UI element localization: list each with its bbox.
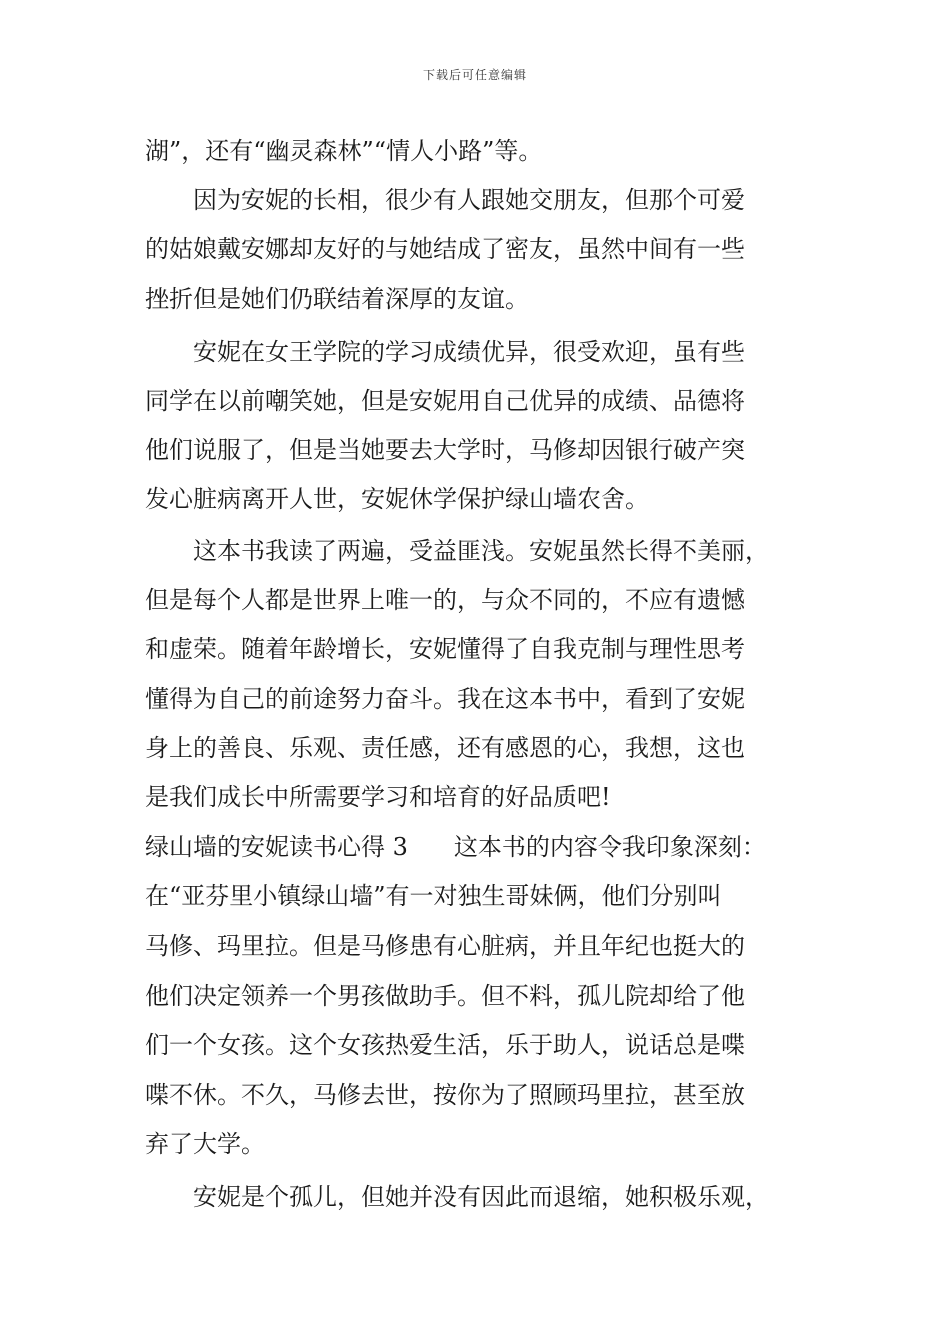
text-line: 安妮在女王学院的学习成绩优异，很受欢迎，虽有些 <box>145 338 745 366</box>
text-line: 和虚荣。随着年龄增长，安妮懂得了自我克制与理性思考 <box>145 635 745 663</box>
section-heading-line <box>145 832 766 862</box>
page-header: 下载后可任意编辑 <box>422 68 527 82</box>
text-line: 这本书我读了两遍，受益匪浅。安妮虽然长得不美丽， <box>145 537 769 565</box>
text-line: 马修、玛里拉。但是马修患有心脏病，并且年纪也挺大的 <box>145 932 745 960</box>
text-line: 们一个女孩。这个女孩热爱生活，乐于助人，说话总是喋 <box>145 1031 745 1059</box>
text-line: 同学在以前嘲笑她，但是安妮用自己优异的成绩、品德将 <box>145 387 745 415</box>
text-line: 发心脏病离开人世，安妮休学保护绿山墙农舍。 <box>145 485 649 513</box>
text-line: 的姑娘戴安娜却友好的与她结成了密友，虽然中间有一些 <box>145 235 745 263</box>
text-line: 挫折但是她们仍联结着深厚的友谊。 <box>145 285 529 313</box>
text-line: 在“亚芬里小镇绿山墙”有一对独生哥妹俩，他们分别叫 <box>145 882 722 910</box>
text-line: 湖”，还有“幽灵森林”“情人小路”等。 <box>145 137 543 165</box>
text-line: 他们决定领养一个男孩做助手。但不料，孤儿院却给了他 <box>145 982 745 1010</box>
text-line: 因为安妮的长相，很少有人跟她交朋友，但那个可爱 <box>145 186 745 214</box>
text-line: 安妮是个孤儿，但她并没有因此而退缩，她积极乐观， <box>145 1183 769 1211</box>
section-intro: 这本书的内容令我印象深刻： <box>453 833 766 861</box>
text-line: 身上的善良、乐观、责任感，还有感恩的心，我想，这也 <box>145 734 745 762</box>
text-line: 懂得为自己的前途努力奋斗。我在这本书中，看到了安妮 <box>145 685 745 713</box>
text-line: 喋不休。不久，马修去世，按你为了照顾玛里拉，甚至放 <box>145 1081 745 1109</box>
text-line: 是我们成长中所需要学习和培育的好品质吧! <box>145 783 611 811</box>
text-line: 但是每个人都是世界上唯一的，与众不同的，不应有遗憾 <box>145 586 745 614</box>
text-line: 弃了大学。 <box>145 1130 265 1158</box>
section-title: 绿山墙的安妮读书心得 3 <box>145 833 408 861</box>
text-line: 他们说服了，但是当她要去大学时，马修却因银行破产突 <box>145 436 745 464</box>
